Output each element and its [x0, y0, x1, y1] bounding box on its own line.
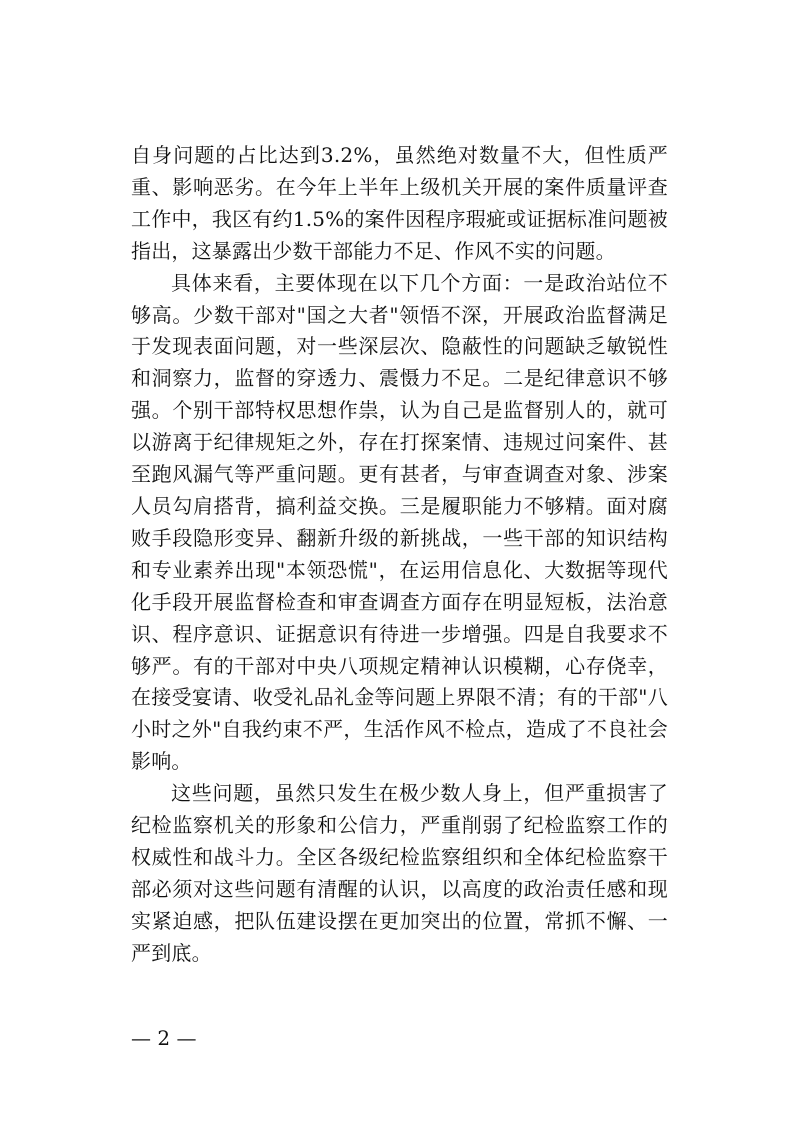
page-number: — 2 —	[131, 1026, 197, 1050]
paragraph-problems-detail: 具体来看，主要体现在以下几个方面：一是政治站位不够高。少数干部对"国之大者"领悟不深，开展政治监督满足于发现表面问题，对一些深层次、隐蔽性的问题缺乏敏锐性和洞察力，监督的穿透力、震慑力不足。二是纪律意识不够强。个别干部特权思想作祟，认为自己是监督别人的，就可以游离于纪律规矩之外，存在打探案情、违规过问案件、甚至跑风漏气等严重问题。更有甚者，与审查调查对象、涉案人员勾肩搭背，搞利益交换。三是履职能力不够精。面对腐败手段隐形变异、翻新升级的新挑战，一些干部的知识结构和专业素养出现"本领恐慌"，在运用信息化、大数据等现代化手段开展监督检查和审查调查方面存在明显短板，法治意识、程序意识、证据意识有待进一步增强。四是自我要求不够严。有的干部对中央八项规定精神认识模糊，心存侥幸，在接受宴请、收受礼品礼金等问题上界限不清；有的干部"八小时之外"自我约束不严，生活作风不检点，造成了不良社会影响。	[131, 270, 668, 774]
paragraph-conclusion: 这些问题，虽然只发生在极少数人身上，但严重损害了纪检监察机关的形象和公信力，严重削弱了纪检监察工作的权威性和战斗力。全区各级纪检监察组织和全体纪检监察干部必须对这些问题有清醒的认识，以高度的政治责任感和现实紧迫感，把队伍建设摆在更加突出的位置，常抓不懈、一严到底。	[131, 781, 668, 965]
body-text	[131, 140, 668, 970]
paragraph-continuation: 自身问题的占比达到3.2%，虽然绝对数量不大，但性质严重、影响恶劣。在今年上半年上级机关开展的案件质量评查工作中，我区有约1.5%的案件因程序瑕疵或证据标准问题被指出，这暴露出少数干部能力不足、作风不实的问题。	[131, 143, 668, 263]
